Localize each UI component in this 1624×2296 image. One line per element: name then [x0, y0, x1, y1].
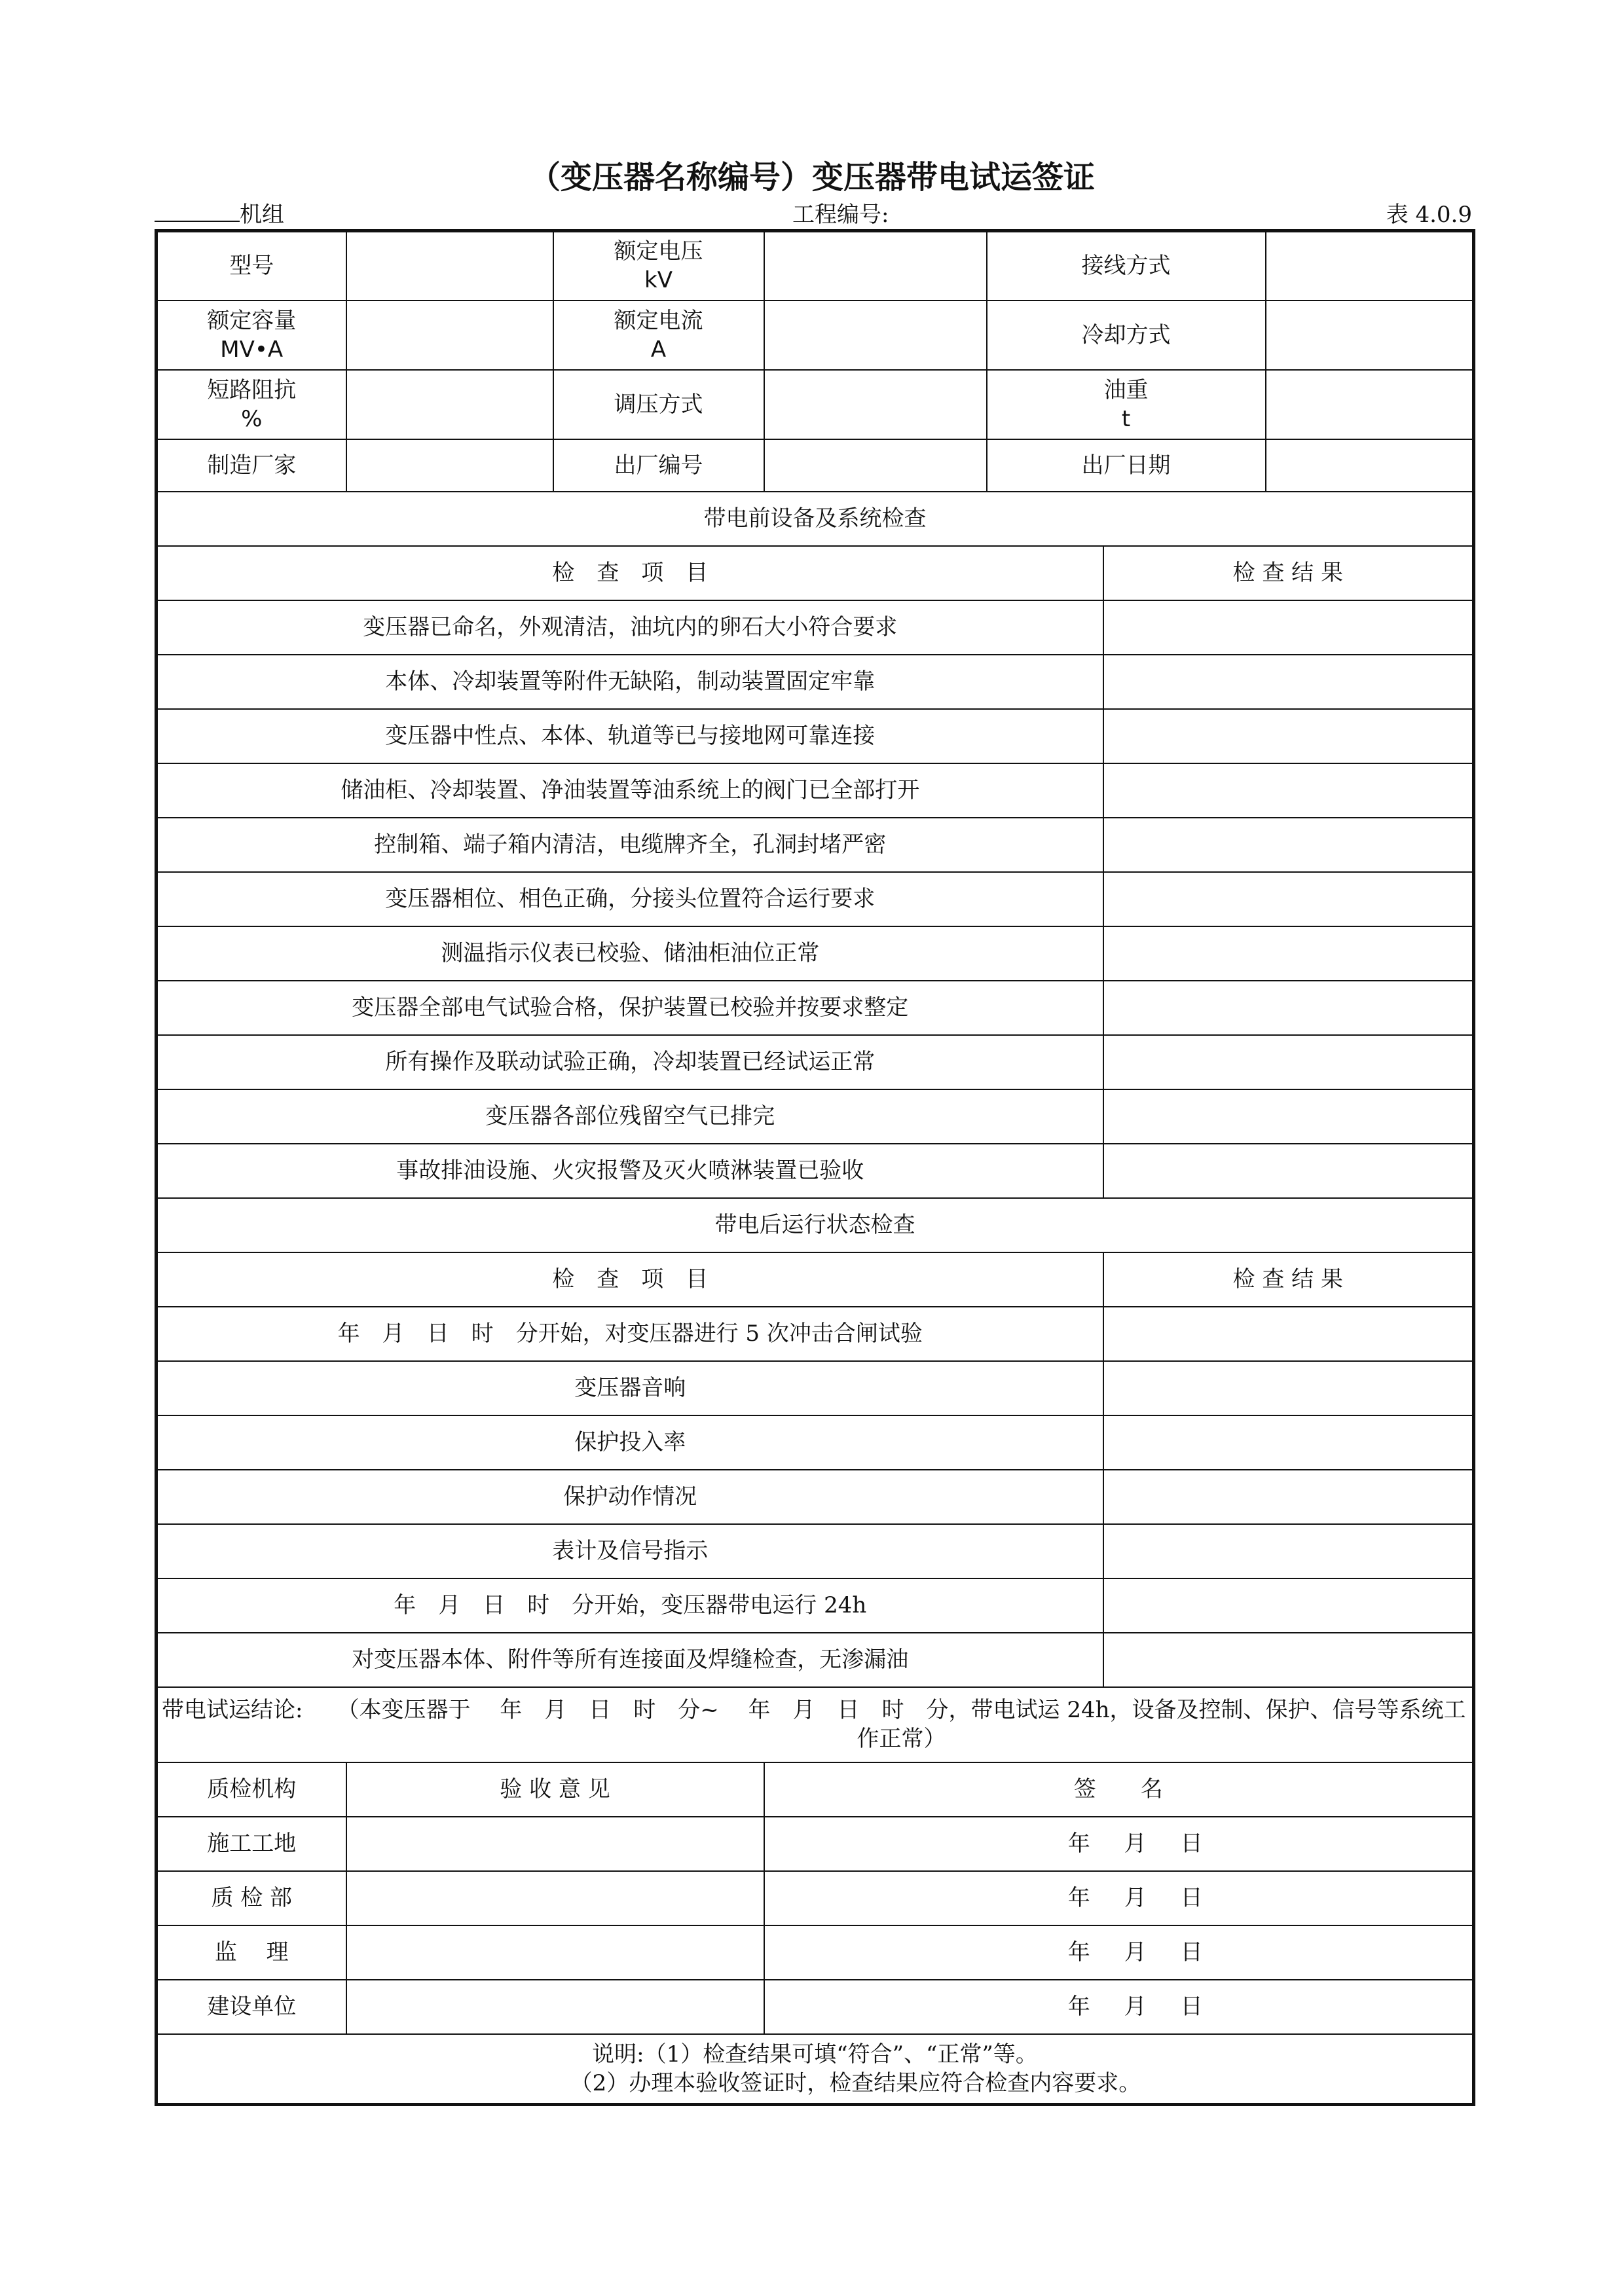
spec-value[interactable] [346, 439, 553, 492]
section-title: 带电前设备及系统检查 [157, 492, 1474, 546]
check-item: 年 月 日 时 分开始，对变压器进行 5 次冲击合闸试验 [157, 1307, 1103, 1361]
notes-row [157, 2034, 1474, 2105]
check-item: 本体、冷却装置等附件无缺陷，制动装置固定牢靠 [157, 655, 1103, 709]
page-title: （变压器名称编号）变压器带电试运签证 [528, 159, 1095, 196]
check-row [157, 1578, 1474, 1633]
notes-cell [157, 2034, 1474, 2105]
check-item: 保护投入率 [157, 1415, 1103, 1470]
check-row [157, 1470, 1474, 1524]
spec-label: 调压方式 [553, 370, 764, 439]
opinion-field[interactable] [346, 1817, 764, 1871]
check-result[interactable] [1103, 1633, 1474, 1687]
section-header [157, 492, 1474, 546]
check-row [157, 1633, 1474, 1687]
spec-value[interactable] [1266, 231, 1474, 301]
table-number: 表 4.0.9 [1386, 202, 1472, 228]
spec-value[interactable] [346, 301, 553, 370]
note-line-2: （2）办理本验收签证时，检查结果应符合检查内容要求。 [570, 2069, 1141, 2096]
spec-row [157, 301, 1474, 370]
check-result[interactable] [1103, 872, 1474, 926]
spec-label: 型号 [157, 231, 346, 301]
check-item: 变压器音响 [157, 1361, 1103, 1415]
spec-label: 额定容量 MV•A [157, 301, 346, 370]
check-result[interactable] [1103, 763, 1474, 818]
spec-label: 短路阻抗 % [157, 370, 346, 439]
check-item: 控制箱、端子箱内清洁，电缆牌齐全，孔洞封堵严密 [157, 818, 1103, 872]
check-row [157, 600, 1474, 655]
check-row [157, 1307, 1474, 1361]
check-result[interactable] [1103, 818, 1474, 872]
check-item: 所有操作及联动试验正确，冷却装置已经试运正常 [157, 1035, 1103, 1089]
spec-value[interactable] [764, 301, 987, 370]
spec-label: 冷却方式 [987, 301, 1266, 370]
spec-label: 额定电压 kV [553, 231, 764, 301]
check-result[interactable] [1103, 1470, 1474, 1524]
check-item: 变压器全部电气试验合格，保护装置已校验并按要求整定 [157, 981, 1103, 1035]
check-row [157, 1144, 1474, 1198]
unit-suffix: 机组 [240, 202, 284, 228]
signature-field[interactable]: 年 月 日 [764, 1817, 1474, 1871]
unit-field [155, 196, 284, 228]
check-item: 变压器相位、相色正确，分接头位置符合运行要求 [157, 872, 1103, 926]
spec-label: 接线方式 [987, 231, 1266, 301]
check-result[interactable] [1103, 1035, 1474, 1089]
signature-field[interactable]: 年 月 日 [764, 1980, 1474, 2034]
signoff-row [157, 1980, 1474, 2034]
spec-value[interactable] [764, 231, 987, 301]
check-row [157, 926, 1474, 981]
check-result[interactable] [1103, 1307, 1474, 1361]
section-header [157, 1198, 1474, 1252]
notes-label: 说明: [592, 2041, 644, 2068]
col-org-header: 质检机构 [157, 1762, 346, 1817]
section-title: 带电后运行状态检查 [157, 1198, 1474, 1252]
project-no-label: 工程编号: [792, 202, 889, 228]
signoff-row [157, 1871, 1474, 1925]
spec-label: 出厂编号 [553, 439, 764, 492]
check-item: 保护动作情况 [157, 1470, 1103, 1524]
spec-value[interactable] [346, 231, 553, 301]
conclusion-row [157, 1687, 1474, 1762]
check-result[interactable] [1103, 926, 1474, 981]
check-row [157, 1089, 1474, 1144]
check-item: 变压器已命名，外观清洁，油坑内的卵石大小符合要求 [157, 600, 1103, 655]
check-row [157, 981, 1474, 1035]
opinion-field[interactable] [346, 1980, 764, 2034]
spec-label: 额定电流 A [553, 301, 764, 370]
check-result[interactable] [1103, 981, 1474, 1035]
check-row [157, 709, 1474, 763]
check-row [157, 1035, 1474, 1089]
sign-off-form [155, 229, 1475, 2106]
check-result[interactable] [1103, 600, 1474, 655]
spec-row [157, 231, 1474, 301]
unit-blank[interactable] [155, 201, 240, 222]
spec-value[interactable] [764, 370, 987, 439]
col-item-header: 检 查 项 目 [157, 1252, 1103, 1307]
check-result[interactable] [1103, 1144, 1474, 1198]
spec-value[interactable] [1266, 301, 1474, 370]
conclusion-label: 带电试运结论: [162, 1697, 303, 1723]
col-result-header: 检 查 结 果 [1103, 546, 1474, 600]
check-row [157, 655, 1474, 709]
col-item-header: 检 查 项 目 [157, 546, 1103, 600]
check-result[interactable] [1103, 1524, 1474, 1578]
column-header-row [157, 546, 1474, 600]
check-row [157, 763, 1474, 818]
signature-field[interactable]: 年 月 日 [764, 1871, 1474, 1925]
spec-value[interactable] [1266, 439, 1474, 492]
check-item: 测温指示仪表已校验、储油柜油位正常 [157, 926, 1103, 981]
check-result[interactable] [1103, 1361, 1474, 1415]
signoff-org: 监 理 [157, 1925, 346, 1980]
col-result-header: 检 查 结 果 [1103, 1252, 1474, 1307]
check-item: 变压器中性点、本体、轨道等已与接地网可靠连接 [157, 709, 1103, 763]
col-opinion-header: 验 收 意 见 [346, 1762, 764, 1817]
spec-value[interactable] [764, 439, 987, 492]
spec-label: 出厂日期 [987, 439, 1266, 492]
spec-value[interactable] [346, 370, 553, 439]
check-result[interactable] [1103, 1089, 1474, 1144]
conclusion-text: （本变压器于 年 月 日 时 分~ 年 月 日 时 分，带电试运 24h，设备及控制、保护、信号等系统工作正常） [337, 1697, 1466, 1752]
check-result[interactable] [1103, 1578, 1474, 1633]
spec-value[interactable] [1266, 370, 1474, 439]
spec-label: 制造厂家 [157, 439, 346, 492]
check-item: 表计及信号指示 [157, 1524, 1103, 1578]
signoff-org: 施工工地 [157, 1817, 346, 1871]
check-row [157, 1361, 1474, 1415]
check-result[interactable] [1103, 655, 1474, 709]
signoff-row [157, 1925, 1474, 1980]
col-sign-header: 签 名 [764, 1762, 1474, 1817]
check-result[interactable] [1103, 709, 1474, 763]
signoff-row [157, 1817, 1474, 1871]
check-result[interactable] [1103, 1415, 1474, 1470]
check-item: 年 月 日 时 分开始，变压器带电运行 24h [157, 1578, 1103, 1633]
check-item: 储油柜、冷却装置、净油装置等油系统上的阀门已全部打开 [157, 763, 1103, 818]
spec-label: 油重 t [987, 370, 1266, 439]
spec-row [157, 439, 1474, 492]
check-item: 变压器各部位残留空气已排完 [157, 1089, 1103, 1144]
opinion-field[interactable] [346, 1925, 764, 1980]
signoff-header-row [157, 1762, 1474, 1817]
signoff-org: 建设单位 [157, 1980, 346, 2034]
check-row [157, 818, 1474, 872]
column-header-row [157, 1252, 1474, 1307]
spec-row [157, 370, 1474, 439]
check-row [157, 1415, 1474, 1470]
conclusion-cell[interactable] [157, 1687, 1474, 1762]
check-row [157, 1524, 1474, 1578]
check-row [157, 872, 1474, 926]
check-item: 事故排油设施、火灾报警及灭火喷淋装置已验收 [157, 1144, 1103, 1198]
signature-field[interactable]: 年 月 日 [764, 1925, 1474, 1980]
signoff-org: 质 检 部 [157, 1871, 346, 1925]
check-item: 对变压器本体、附件等所有连接面及焊缝检查，无渗漏油 [157, 1633, 1103, 1687]
opinion-field[interactable] [346, 1871, 764, 1925]
note-line-1: （1）检查结果可填“符合”、“正常”等。 [644, 2041, 1038, 2068]
